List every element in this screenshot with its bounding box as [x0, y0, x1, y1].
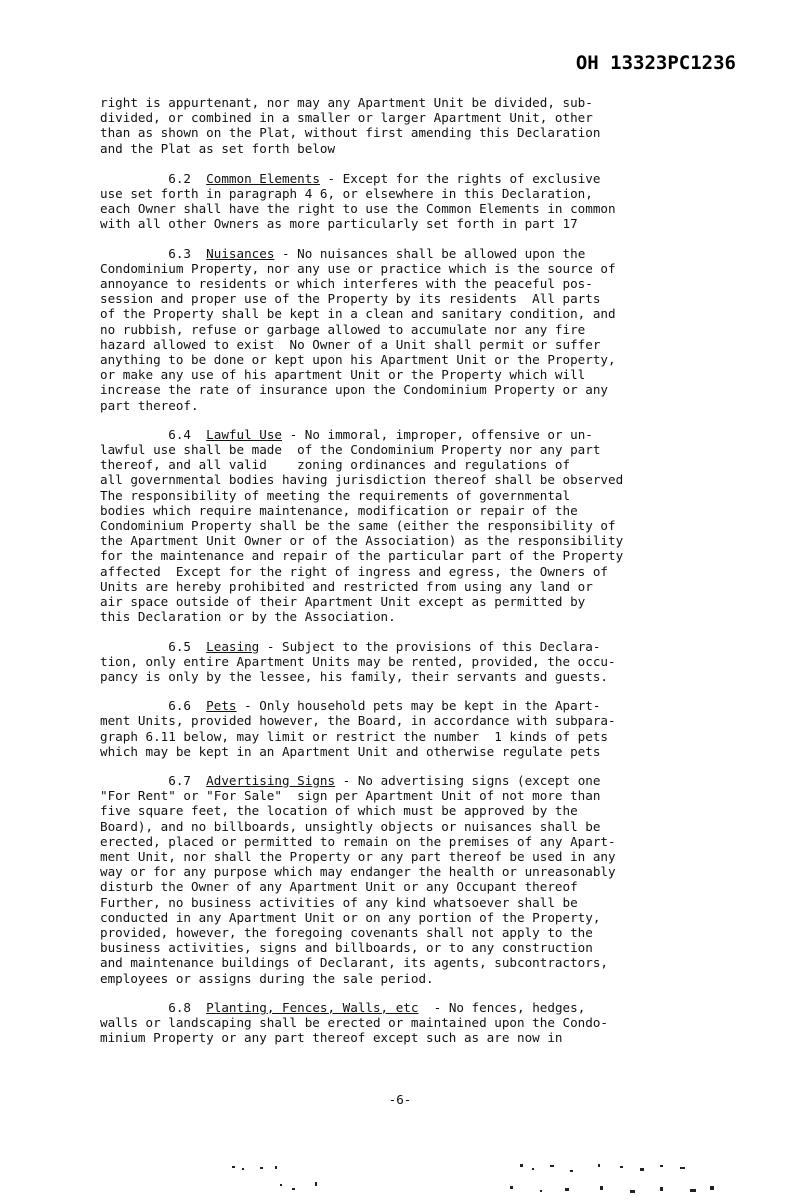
text-line: The responsibility of meeting the requirements of governmental [100, 487, 571, 503]
text-line: five square feet, the location of which must be approved by the [100, 803, 578, 819]
text-line: the Apartment Unit Owner or of the Association) as the responsibility [100, 533, 624, 549]
document-body [100, 95, 724, 1059]
section-6-6 [100, 698, 724, 759]
section-heading: Planting, Fences, Walls, etc [206, 999, 419, 1015]
text-line: for the maintenance and repair of the particular part of the Property [100, 548, 624, 564]
section-number: 6.5 [168, 638, 191, 654]
sections-container [100, 171, 724, 1046]
text-line: divided, or combined in a smaller or larger Apartment Unit, other [100, 110, 593, 126]
section-number: 6.2 [168, 170, 191, 186]
section-number: 6.3 [168, 245, 191, 261]
section-first-line [100, 427, 724, 442]
section-6-4 [100, 427, 724, 625]
section-6-2 [100, 171, 724, 232]
text-line: lawful use shall be made of the Condominium Property nor any part [100, 442, 601, 458]
text-line: annoyance to residents or which interferes with the peaceful pos- [100, 276, 593, 292]
section-number: 6.4 [168, 426, 191, 442]
text-line: ment Units, provided however, the Board, in accordance with subpara- [100, 713, 616, 729]
text-line: no rubbish, refuse or garbage allowed to accumulate nor any fire [100, 321, 586, 337]
text-line: business activities, signs and billboards, or to any construction [100, 940, 593, 956]
section-heading: Nuisances [206, 245, 275, 261]
text-line: or make any use of his apartment Unit or the Property which will [100, 367, 586, 383]
section-first-line [100, 1000, 724, 1015]
section-heading: Lawful Use [206, 426, 282, 442]
section-first-line-text: - Except for the rights of exclusive [319, 170, 601, 186]
section-6-3 [100, 246, 724, 413]
text-line: of the Property shall be kept in a clean and sanitary condition, and [100, 306, 616, 322]
text-line: which may be kept in an Apartment Unit and otherwise regulate pets [100, 743, 601, 759]
text-line: air space outside of their Apartment Unit except as permitted by [100, 594, 586, 610]
text-line: increase the rate of insurance upon the Condominium Property or any [100, 382, 608, 398]
text-line: each Owner shall have the right to use the Common Elements in common [100, 201, 616, 217]
text-line: way or for any purpose which may endanger the health or unreasonably [100, 864, 616, 880]
section-6-5 [100, 639, 724, 685]
text-line: session and proper use of the Property by its residents All parts [100, 291, 601, 307]
indent [100, 698, 168, 713]
opening-paragraph [100, 95, 724, 156]
indent [100, 246, 168, 261]
text-line: and the Plat as set forth below [100, 140, 336, 156]
recording-stamp: OH 13323PC1236 [575, 52, 736, 74]
text-line: anything to be done or kept upon his Apartment Unit or the Property, [100, 352, 616, 368]
text-line: disturb the Owner of any Apartment Unit or any Occupant thereof [100, 879, 578, 895]
text-line: this Declaration or by the Association. [100, 609, 396, 625]
text-line: employees or assigns during the sale period. [100, 970, 434, 986]
scan-noise-marks [220, 1160, 740, 1200]
text-line: than as shown on the Plat, without first amending this Declaration [100, 125, 601, 141]
text-line: walls or landscaping shall be erected or maintained upon the Condo- [100, 1014, 608, 1030]
text-line: right is appurtenant, nor may any Apartment Unit be divided, sub- [100, 95, 593, 110]
section-heading: Common Elements [206, 170, 320, 186]
text-line: provided, however, the foregoing covenants shall not apply to the [100, 924, 593, 940]
text-line: tion, only entire Apartment Units may be rented, provided, the occu- [100, 653, 616, 669]
text-line: Condominium Property, nor any use or practice which is the source of [100, 260, 616, 276]
text-line: minium Property or any part thereof except such as are now in [100, 1030, 563, 1046]
section-first-line-text: - No immoral, improper, offensive or un- [282, 426, 593, 442]
section-first-line [100, 698, 724, 713]
section-number: 6.7 [168, 772, 191, 788]
section-first-line-text: - Subject to the provisions of this Declara- [259, 638, 601, 654]
section-number: 6.8 [168, 999, 191, 1015]
indent [100, 1000, 168, 1015]
text-line: pancy is only by the lessee, his family, their servants and guests. [100, 668, 608, 684]
section-heading: Leasing [206, 638, 260, 654]
text-line: Units are hereby prohibited and restricted from using any land or [100, 578, 593, 594]
text-line: thereof, and all valid zoning ordinances and regulations of [100, 457, 571, 473]
section-first-line [100, 171, 724, 186]
section-first-line [100, 773, 724, 788]
text-line: Further, no business activities of any kind whatsoever shall be [100, 894, 578, 910]
text-line: "For Rent" or "For Sale" sign per Apartment Unit of not more than [100, 788, 601, 804]
section-6-7 [100, 773, 724, 986]
text-line: with all other Owners as more particularly set forth in part 17 [100, 216, 578, 232]
text-line: all governmental bodies having jurisdiction thereof shall be observed [100, 472, 624, 488]
section-first-line [100, 639, 724, 654]
section-first-line-text: - No advertising signs (except one [335, 772, 601, 788]
section-first-line-text: - Only household pets may be kept in the Apart- [236, 698, 601, 714]
text-line: conducted in any Apartment Unit or on any portion of the Property, [100, 909, 601, 925]
text-line: and maintenance buildings of Declarant, its agents, subcontractors, [100, 955, 608, 971]
section-first-line [100, 246, 724, 261]
text-line: graph 6.11 below, may limit or restrict the number 1 kinds of pets [100, 728, 608, 744]
text-line: hazard allowed to exist No Owner of a Unit shall permit or suffer [100, 336, 601, 352]
text-line: part thereof. [100, 397, 199, 413]
section-heading: Pets [206, 698, 237, 714]
section-number: 6.6 [168, 698, 191, 714]
indent [100, 773, 168, 788]
section-6-8 [100, 1000, 724, 1046]
section-first-line-text: - No nuisances shall be allowed upon the [274, 245, 586, 261]
section-first-line-text: - No fences, hedges, [418, 999, 586, 1015]
text-line: use set forth in paragraph 4 6, or elsewhere in this Declaration, [100, 186, 593, 202]
text-line: Board), and no billboards, unsightly objects or nuisances shall be [100, 818, 601, 834]
indent [100, 639, 168, 654]
text-line: ment Unit, nor shall the Property or any part thereof be used in any [100, 848, 616, 864]
text-line: affected Except for the right of ingress and egress, the Owners of [100, 563, 608, 579]
indent [100, 171, 168, 186]
section-heading: Advertising Signs [206, 772, 336, 788]
text-line: erected, placed or permitted to remain on the premises of any Apart- [100, 833, 616, 849]
text-line: Condominium Property shall be the same (either the responsibility of [100, 518, 616, 534]
text-line: bodies which require maintenance, modification or repair of the [100, 502, 578, 518]
page-number: -6- [388, 1092, 412, 1107]
indent [100, 427, 168, 442]
